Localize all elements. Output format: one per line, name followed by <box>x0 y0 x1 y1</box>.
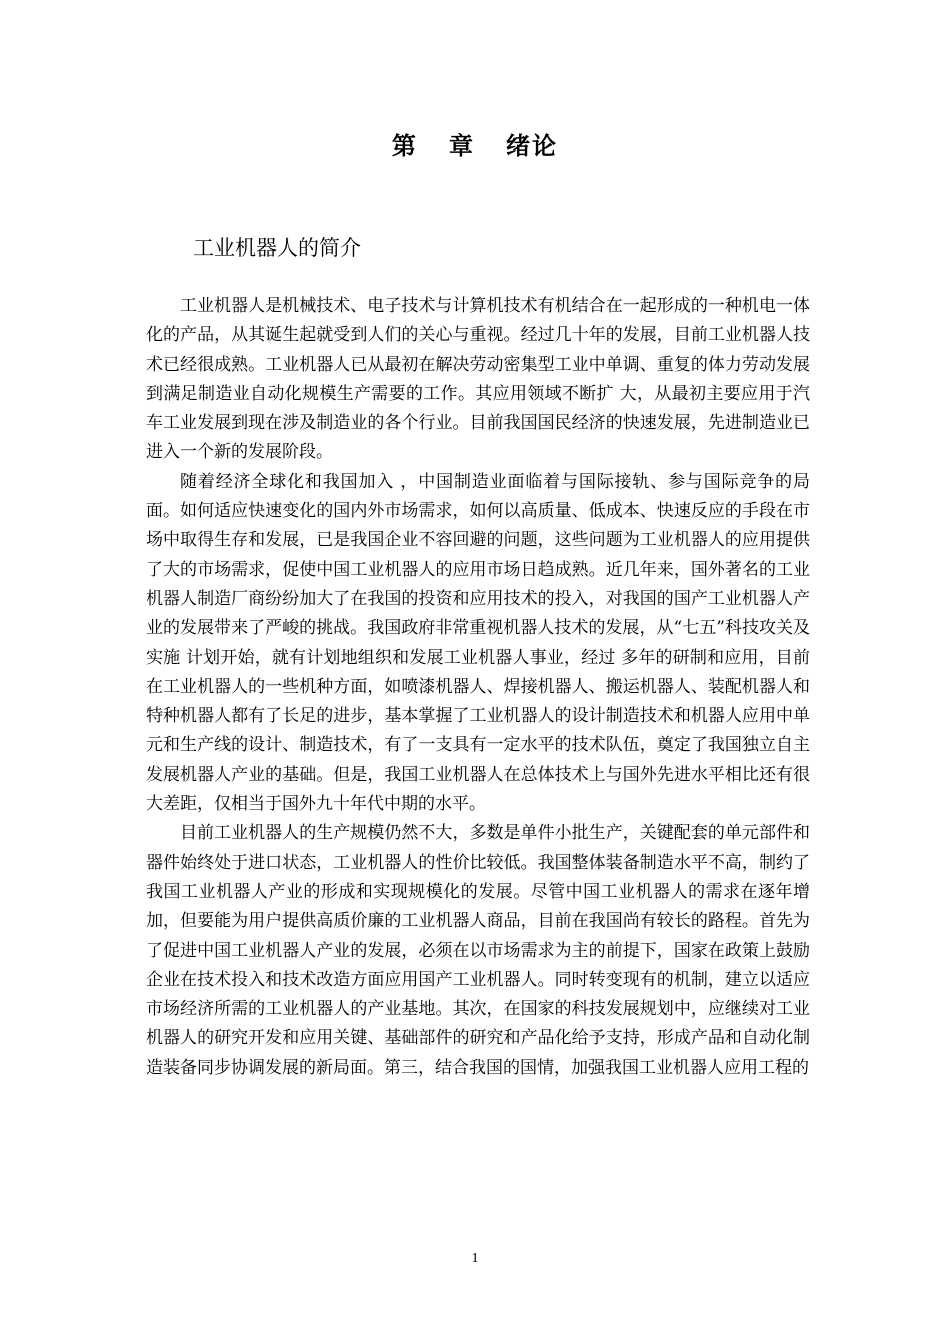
paragraph-1: 工业机器人是机械技术、电子技术与计算机技术有机结合在一起形成的一种机电一体化的产品，从其诞生起就受到人们的关心与重视。经过几十年的发展，目前工业机器人技术已经很成熟。工业机器人已从最初在解决劳动密集型工业中单调、重复的体力劳动发展到满足制造业自动化规模生产需要的工作。其应用领域不断扩 大，从最初主要应用于汽车工业发展到现在涉及制造业的各个行业。目前我国国民经济的快速发展，先进制造业已进入一个新的发展阶段。 <box>146 296 810 463</box>
section-title: 工业机器人的简介 <box>193 236 361 260</box>
paragraph-2: 随着经济全球化和我国加入 ，中国制造业面临着与国际接轨、参与国际竞争的局面。如何适应快速变化的国内外市场需求，如何以高质量、低成本、快速反应的手段在市场中取得生存和发展，已是我国企业不容回避的问题，这些问题为工业机器人的应用提供了大的市场需求，促使中国工业机器人的应用市场日趋成熟。近几年来，国外著名的工业机器人制造厂商纷纷加大了在我国的投资和应用技术的投入，对我国的国产工业机器人产业的发展带来了严峻的挑战。我国政府非常重视机器人技术的发展，从“七五”科技攻关及实施 计划开始，就有计划地组织和发展工业机器人事业，经过 多年的研制和应用，目前在工业机器人的一些机种方面，如喷漆机器人、焊接机器人、搬运机器人、装配机器人和特种机器人都有了长足的进步，基本掌握了工业机器人的设计制造技术和机器人应用中单元和生产线的设计、制造技术，有了一支具有一定水平的技术队伍，奠定了我国独立自主发展机器人产业的基础。但是，我国工业机器人在总体技术上与国外先进水平相比还有很大差距，仅相当于国外九十年代中期的水平。 <box>146 471 810 815</box>
paragraph-3: 目前工业机器人的生产规模仍然不大，多数是单件小批生产，关键配套的单元部件和器件始终处于进口状态，工业机器人的性价比较低。我国整体装备制造水平不高，制约了我国工业机器人产业的形成和实现规模化的发展。尽管中国工业机器人的需求在逐年增加，但要能为用户提供高质价廉的工业机器人商品，目前在我国尚有较长的路程。首先为了促进中国工业机器人产业的发展，必须在以市场需求为主的前提下，国家在政策上鼓励企业在技术投入和技术改造方面应用国产工业机器人。同时转变现有的机制，建立以适应市场经济所需的工业机器人的产业基地。其次，在国家的科技发展规划中，应继续对工业机器人的研究开发和应用关键、基础部件的研究和产品化给予支持，形成产品和自动化制造装备同步协调发展的新局面。第三，结合我国的国情，加强我国工业机器人应用工程的 <box>146 823 810 1078</box>
chapter-title: 第 章 绪论 <box>391 132 559 160</box>
page-number: 1 <box>471 1251 479 1266</box>
body-text <box>146 292 810 1083</box>
